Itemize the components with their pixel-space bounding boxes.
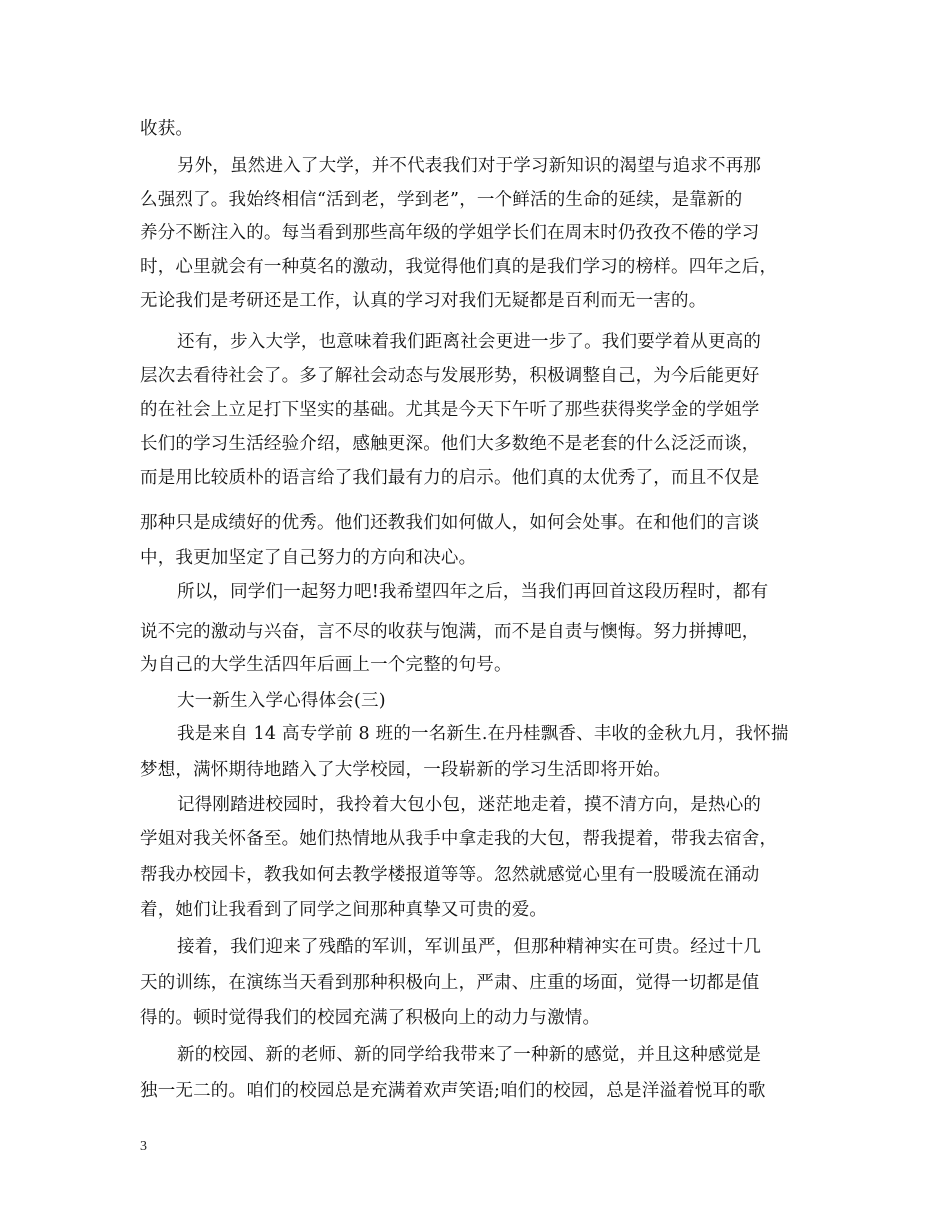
text-line: 说不完的激动与兴奋，言不尽的收获与饱满，而不是自责与懊悔。努力拼搏吧， xyxy=(140,622,760,642)
text-line: 另外，虽然进入了大学，并不代表我们对于学习新知识的渴望与追求不再那 xyxy=(177,156,762,176)
text-line: 无论我们是考研还是工作，认真的学习对我们无疑都是百利而无一害的。 xyxy=(140,291,707,311)
text-line: 么强烈了。我始终相信“活到老，学到老”，一个鲜活的生命的延续，是靠新的 xyxy=(140,190,743,210)
text-line: 而是用比较质朴的语言给了我们最有力的启示。他们真的太优秀了，而且不仅是 xyxy=(140,468,760,488)
text-line: 我是来自 14 高专学前 8 班的一名新生.在丹桂飘香、丰收的金秋九月，我怀揣 xyxy=(177,724,789,744)
text-line: 为自己的大学生活四年后画上一个完整的句号。 xyxy=(140,655,512,675)
text-line: 收获。 xyxy=(140,119,194,139)
text-line: 层次去看待社会了。多了解社会动态与发展形势，积极调整自己，为今后能更好 xyxy=(140,366,760,386)
text-line: 中，我更加坚定了自己努力的方向和决心。 xyxy=(140,548,477,568)
page-number: 3 xyxy=(140,1139,147,1154)
text-line: 得的。顿时觉得我们的校园充满了积极向上的动力与激情。 xyxy=(140,1008,601,1028)
text-line: 学姐对我关怀备至。她们热情地从我手中拿走我的大包，帮我提着，带我去宿舍， xyxy=(140,829,778,849)
text-line: 梦想，满怀期待地踏入了大学校园，一段崭新的学习生活即将开始。 xyxy=(140,760,671,780)
text-line: 着，她们让我看到了同学之间那种真挚又可贵的爱。 xyxy=(140,900,548,920)
text-line: 时，心里就会有一种莫名的激动，我觉得他们真的是我们学习的榜样。四年之后， xyxy=(140,257,778,277)
text-line: 接着，我们迎来了残酷的军训，军训虽严，但那种精神实在可贵。经过十几 xyxy=(177,937,762,957)
text-line: 所以，同学们一起努力吧!我希望四年之后，当我们再回首这段历程时，都有 xyxy=(177,582,769,602)
text-line: 那种只是成绩好的优秀。他们还教我们如何做人，如何会处事。在和他们的言谈 xyxy=(140,513,760,533)
text-line: 独一无二的。咱们的校园总是充满着欢声笑语;咱们的校园，总是洋溢着悦耳的歌 xyxy=(140,1081,766,1101)
text-line: 的在社会上立足打下坚实的基础。尤其是今天下午听了那些获得奖学金的学姐学 xyxy=(140,400,760,420)
text-line: 还有，步入大学，也意味着我们距离社会更进一步了。我们要学着从更高的 xyxy=(177,332,762,352)
text-line: 天的训练，在演练当天看到那种积极向上，严肃、庄重的场面，觉得一切都是值 xyxy=(140,973,760,993)
text-line: 帮我办校园卡，教我如何去教学楼报道等等。忽然就感觉心里有一股暖流在涌动 xyxy=(140,865,760,885)
section-heading: 大一新生入学心得体会(三) xyxy=(177,691,386,711)
text-line: 记得刚踏进校园时，我拎着大包小包，迷茫地走着，摸不清方向，是热心的 xyxy=(177,795,762,815)
text-line: 新的校园、新的老师、新的同学给我带来了一种新的感觉，并且这种感觉是 xyxy=(177,1045,762,1065)
text-line: 长们的学习生活经验介绍，感触更深。他们大多数绝不是老套的什么泛泛而谈， xyxy=(140,434,760,454)
text-line: 养分不断注入的。每当看到那些高年级的学姐学长们在周末时仍孜孜不倦的学习 xyxy=(140,223,760,243)
